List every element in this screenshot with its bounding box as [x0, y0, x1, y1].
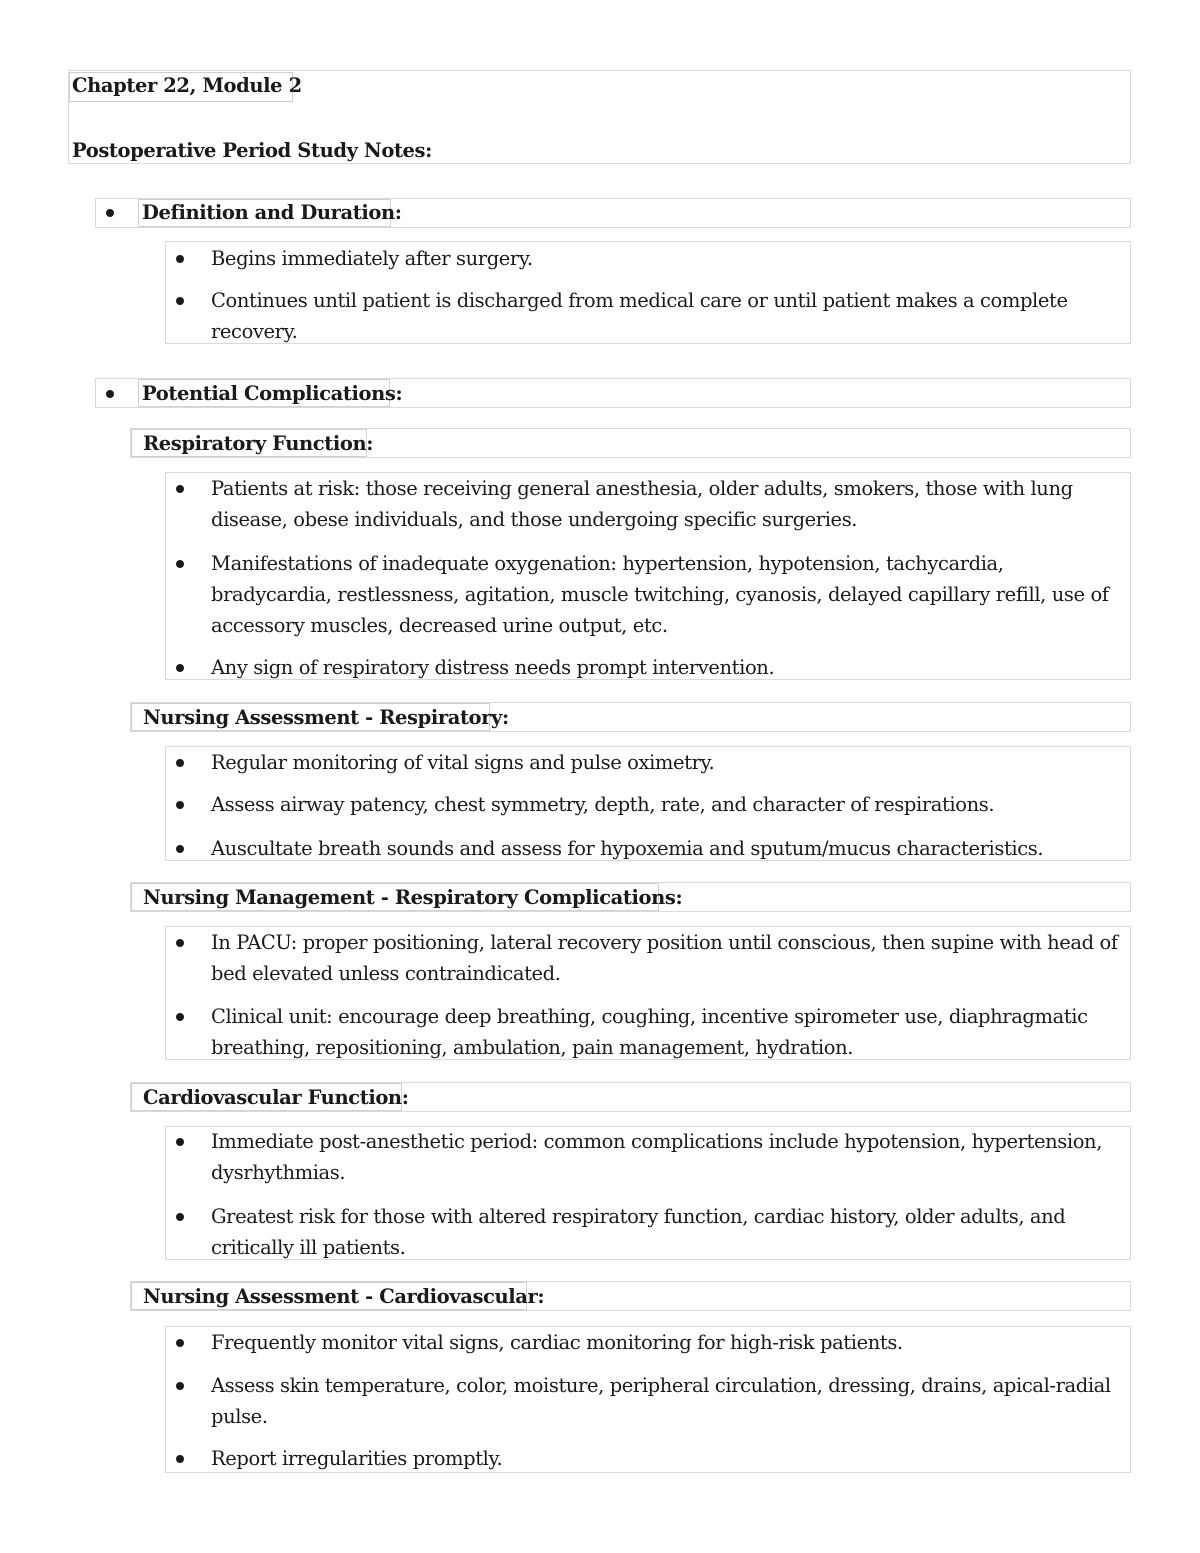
assessment-resp-heading: Nursing Assessment - Respiratory:	[143, 706, 509, 729]
bullet	[176, 560, 184, 568]
bullet	[176, 297, 184, 305]
cardio-heading: Cardiovascular Function:	[143, 1086, 409, 1109]
management-resp-item-1: In PACU: proper positioning, lateral recovery position until conscious, then supine with head of bed elevated unless contraindicated.	[211, 931, 1118, 985]
respiratory-item-1: Patients at risk: those receiving general anesthesia, older adults, smokers, those with lung disease, obese individuals, and those undergoing specific surgeries.	[211, 477, 1073, 531]
definition-heading: Definition and Duration:	[142, 201, 402, 224]
respiratory-heading: Respiratory Function:	[143, 432, 374, 455]
respiratory-item-3: Any sign of respiratory distress needs prompt intervention.	[211, 656, 775, 679]
assessment-resp-item-1: Regular monitoring of vital signs and pulse oximetry.	[211, 751, 715, 774]
assessment-resp-item-2: Assess airway patency, chest symmetry, depth, rate, and character of respirations.	[211, 793, 995, 816]
assessment-cardio-item-3: Report irregularities promptly.	[211, 1447, 503, 1470]
bullet	[176, 759, 184, 767]
bullet	[176, 1382, 184, 1390]
assessment-cardio-item-1: Frequently monitor vital signs, cardiac monitoring for high-risk patients.	[211, 1331, 903, 1354]
definition-item-2: Continues until patient is discharged from medical care or until patient makes a complete recovery.	[211, 289, 1068, 343]
assessment-cardio-heading: Nursing Assessment - Cardiovascular:	[143, 1285, 545, 1308]
bullet	[176, 801, 184, 809]
bullet	[176, 1213, 184, 1221]
bullet	[176, 1339, 184, 1347]
complications-heading: Potential Complications:	[142, 382, 403, 405]
bullet	[176, 664, 184, 672]
bullet	[106, 209, 114, 217]
assessment-resp-item-3: Auscultate breath sounds and assess for hypoxemia and sputum/mucus characteristics.	[211, 837, 1044, 860]
assessment-cardio-item-2: Assess skin temperature, color, moisture, peripheral circulation, dressing, drains, apical-radial pulse.	[211, 1374, 1111, 1428]
definition-item-1: Begins immediately after surgery.	[211, 247, 533, 270]
cardio-item-1: Immediate post-anesthetic period: common complications include hypotension, hypertension, dysrhythmias.	[211, 1130, 1103, 1184]
management-resp-item-2: Clinical unit: encourage deep breathing, coughing, incentive spirometer use, diaphragmatic breathing, repositioning, ambulation, pain management, hydration.	[211, 1005, 1088, 1059]
cardio-item-2: Greatest risk for those with altered respiratory function, cardiac history, older adults, and critically ill patients.	[211, 1205, 1066, 1259]
chapter-title: Chapter 22, Module 2	[72, 74, 302, 97]
bullet	[176, 485, 184, 493]
bullet	[106, 390, 114, 398]
bullet	[176, 1013, 184, 1021]
management-resp-heading: Nursing Management - Respiratory Complications:	[143, 886, 683, 909]
respiratory-item-2: Manifestations of inadequate oxygenation: hypertension, hypotension, tachycardia, bradycardia, restlessness, agitation, muscle twitching, cyanosis, delayed capillary refill, use of accessory muscles, decreased urine output, etc.	[211, 552, 1109, 637]
bullet	[176, 845, 184, 853]
bullet	[176, 939, 184, 947]
bullet	[176, 255, 184, 263]
bullet	[176, 1138, 184, 1146]
bullet	[176, 1455, 184, 1463]
notes-subtitle: Postoperative Period Study Notes:	[72, 139, 432, 162]
